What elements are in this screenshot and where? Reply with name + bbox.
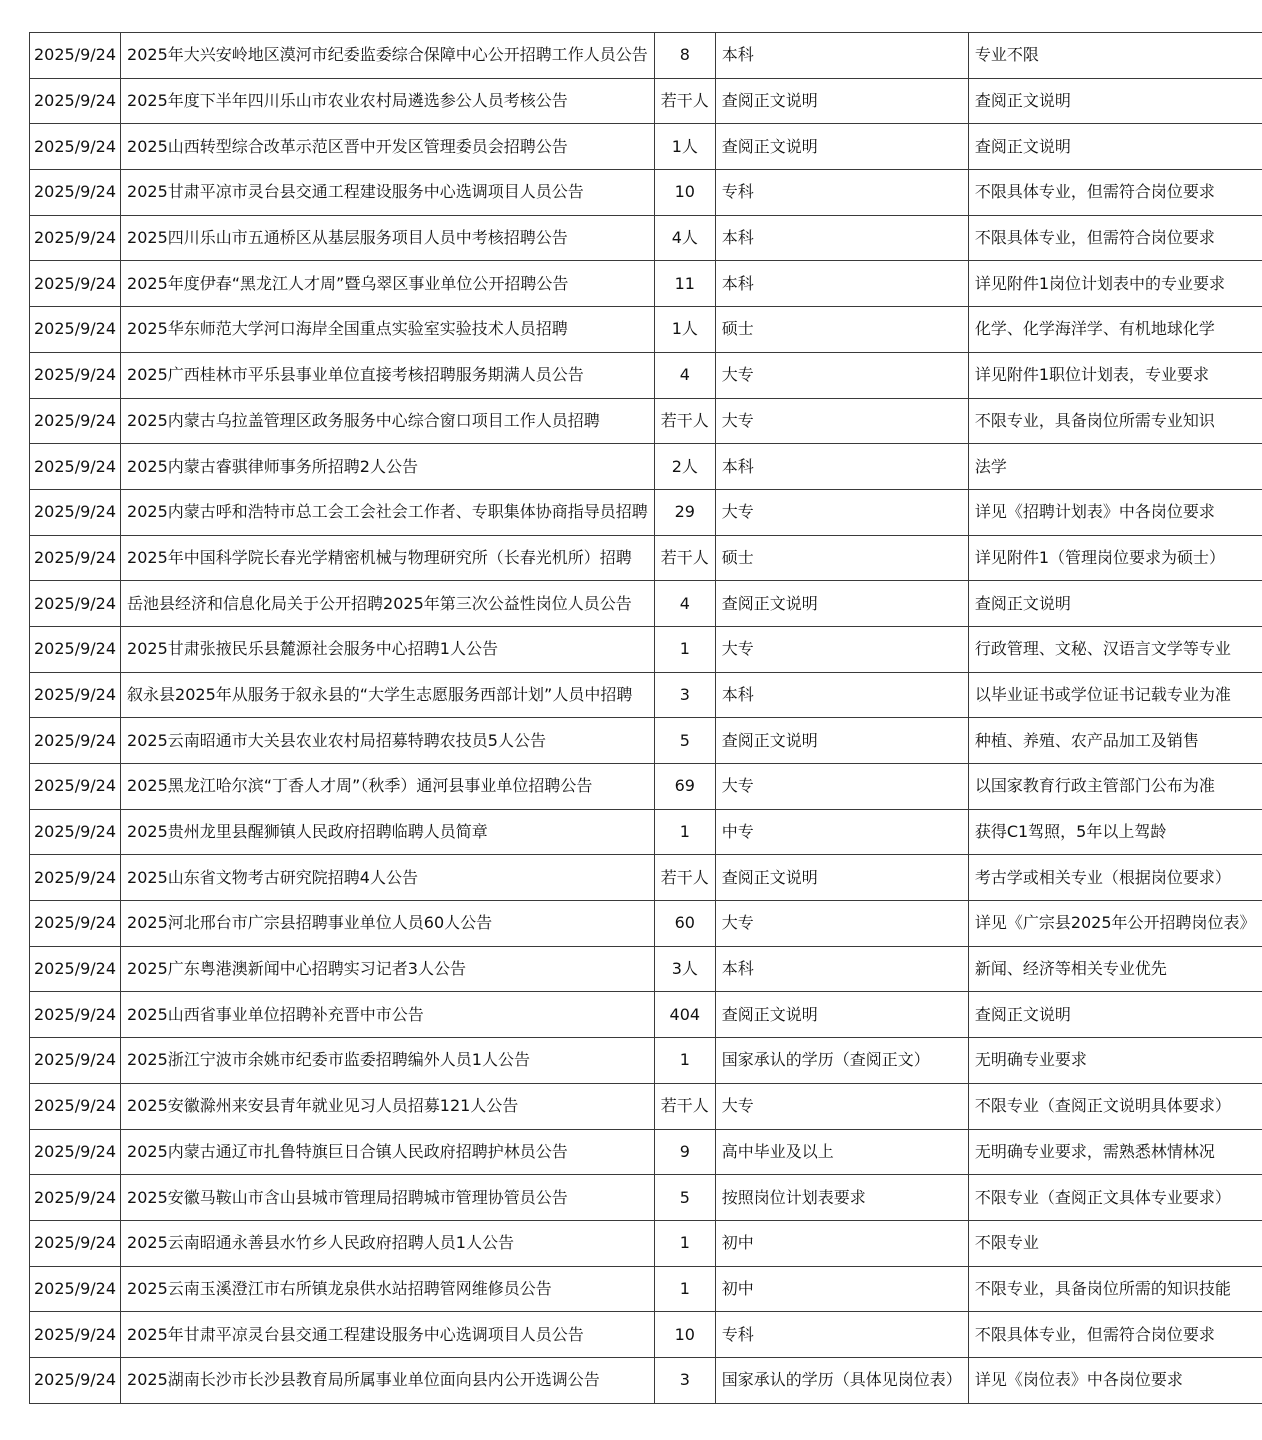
title-cell: 2025广东粤港澳新闻中心招聘实习记者3人公告 <box>121 946 655 992</box>
title-cell: 2025华东师范大学河口海岸全国重点实验室实验技术人员招聘 <box>121 307 655 353</box>
date-cell: 2025/9/24 <box>30 1083 121 1129</box>
table-body <box>30 33 1262 1404</box>
education-cell: 专科 <box>715 1312 968 1358</box>
date-cell: 2025/9/24 <box>30 444 121 490</box>
major-cell: 专业不限 <box>968 33 1261 79</box>
title-cell: 2025年甘肃平凉灵台县交通工程建设服务中心选调项目人员公告 <box>121 1312 655 1358</box>
date-cell: 2025/9/24 <box>30 1175 121 1221</box>
education-cell: 大专 <box>715 764 968 810</box>
count-cell: 3 <box>654 1357 715 1403</box>
count-cell: 若干人 <box>654 855 715 901</box>
date-cell: 2025/9/24 <box>30 78 121 124</box>
count-cell: 1 <box>654 1220 715 1266</box>
date-cell: 2025/9/24 <box>30 992 121 1038</box>
major-cell: 查阅正文说明 <box>968 992 1261 1038</box>
count-cell: 1人 <box>654 307 715 353</box>
table-row <box>30 170 1262 216</box>
education-cell: 大专 <box>715 398 968 444</box>
education-cell: 查阅正文说明 <box>715 124 968 170</box>
major-cell: 详见附件1岗位计划表中的专业要求 <box>968 261 1261 307</box>
table-row <box>30 215 1262 261</box>
date-cell: 2025/9/24 <box>30 1129 121 1175</box>
date-cell: 2025/9/24 <box>30 1357 121 1403</box>
education-cell: 大专 <box>715 352 968 398</box>
date-cell: 2025/9/24 <box>30 809 121 855</box>
date-cell: 2025/9/24 <box>30 170 121 216</box>
count-cell: 5 <box>654 1175 715 1221</box>
title-cell: 2025年度伊春“黑龙江人才周”暨乌翠区事业单位公开招聘公告 <box>121 261 655 307</box>
table-row <box>30 78 1262 124</box>
major-cell: 不限专业 <box>968 1220 1261 1266</box>
table-row <box>30 718 1262 764</box>
major-cell: 不限具体专业，但需符合岗位要求 <box>968 1312 1261 1358</box>
table-row <box>30 764 1262 810</box>
recruitment-table <box>29 32 1262 1404</box>
date-cell: 2025/9/24 <box>30 946 121 992</box>
table-row <box>30 1312 1262 1358</box>
title-cell: 2025安徽马鞍山市含山县城市管理局招聘城市管理协管员公告 <box>121 1175 655 1221</box>
education-cell: 大专 <box>715 901 968 947</box>
date-cell: 2025/9/24 <box>30 718 121 764</box>
count-cell: 404 <box>654 992 715 1038</box>
education-cell: 大专 <box>715 489 968 535</box>
table-row <box>30 352 1262 398</box>
title-cell: 2025山西省事业单位招聘补充晋中市公告 <box>121 992 655 1038</box>
table-row <box>30 1083 1262 1129</box>
table-row <box>30 1129 1262 1175</box>
major-cell: 无明确专业要求，需熟悉林情林况 <box>968 1129 1261 1175</box>
major-cell: 查阅正文说明 <box>968 78 1261 124</box>
table-row <box>30 1220 1262 1266</box>
major-cell: 查阅正文说明 <box>968 124 1261 170</box>
date-cell: 2025/9/24 <box>30 1220 121 1266</box>
count-cell: 69 <box>654 764 715 810</box>
date-cell: 2025/9/24 <box>30 33 121 79</box>
count-cell: 11 <box>654 261 715 307</box>
major-cell: 法学 <box>968 444 1261 490</box>
count-cell: 3 <box>654 672 715 718</box>
major-cell: 种植、养殖、农产品加工及销售 <box>968 718 1261 764</box>
education-cell: 初中 <box>715 1266 968 1312</box>
education-cell: 本科 <box>715 215 968 261</box>
title-cell: 2025云南玉溪澄江市右所镇龙泉供水站招聘管网维修员公告 <box>121 1266 655 1312</box>
title-cell: 2025云南昭通永善县水竹乡人民政府招聘人员1人公告 <box>121 1220 655 1266</box>
table-row <box>30 398 1262 444</box>
date-cell: 2025/9/24 <box>30 352 121 398</box>
education-cell: 中专 <box>715 809 968 855</box>
date-cell: 2025/9/24 <box>30 307 121 353</box>
table-row <box>30 626 1262 672</box>
table-row <box>30 1266 1262 1312</box>
major-cell: 行政管理、文秘、汉语言文学等专业 <box>968 626 1261 672</box>
title-cell: 2025云南昭通市大关县农业农村局招募特聘农技员5人公告 <box>121 718 655 764</box>
education-cell: 查阅正文说明 <box>715 78 968 124</box>
major-cell: 以国家教育行政主管部门公布为准 <box>968 764 1261 810</box>
major-cell: 不限专业（查阅正文说明具体要求） <box>968 1083 1261 1129</box>
date-cell: 2025/9/24 <box>30 124 121 170</box>
education-cell: 本科 <box>715 261 968 307</box>
table-row <box>30 1038 1262 1084</box>
table-row <box>30 1357 1262 1403</box>
date-cell: 2025/9/24 <box>30 764 121 810</box>
education-cell: 查阅正文说明 <box>715 581 968 627</box>
major-cell: 以毕业证书或学位证书记载专业为准 <box>968 672 1261 718</box>
count-cell: 若干人 <box>654 398 715 444</box>
count-cell: 若干人 <box>654 535 715 581</box>
table-row <box>30 261 1262 307</box>
major-cell: 详见《广宗县2025年公开招聘岗位表》 <box>968 901 1261 947</box>
title-cell: 2025山西转型综合改革示范区晋中开发区管理委员会招聘公告 <box>121 124 655 170</box>
count-cell: 若干人 <box>654 78 715 124</box>
count-cell: 10 <box>654 1312 715 1358</box>
table-row <box>30 1175 1262 1221</box>
title-cell: 2025年中国科学院长春光学精密机械与物理研究所（长春光机所）招聘 <box>121 535 655 581</box>
title-cell: 2025内蒙古呼和浩特市总工会工会社会工作者、专职集体协商指导员招聘 <box>121 489 655 535</box>
title-cell: 2025年度下半年四川乐山市农业农村局遴选参公人员考核公告 <box>121 78 655 124</box>
title-cell: 2025四川乐山市五通桥区从基层服务项目人员中考核招聘公告 <box>121 215 655 261</box>
count-cell: 若干人 <box>654 1083 715 1129</box>
count-cell: 29 <box>654 489 715 535</box>
table-row <box>30 901 1262 947</box>
table-row <box>30 992 1262 1038</box>
education-cell: 查阅正文说明 <box>715 855 968 901</box>
education-cell: 大专 <box>715 1083 968 1129</box>
table-row <box>30 535 1262 581</box>
date-cell: 2025/9/24 <box>30 261 121 307</box>
date-cell: 2025/9/24 <box>30 626 121 672</box>
major-cell: 详见《招聘计划表》中各岗位要求 <box>968 489 1261 535</box>
date-cell: 2025/9/24 <box>30 1038 121 1084</box>
education-cell: 本科 <box>715 33 968 79</box>
date-cell: 2025/9/24 <box>30 398 121 444</box>
education-cell: 本科 <box>715 444 968 490</box>
date-cell: 2025/9/24 <box>30 901 121 947</box>
count-cell: 3人 <box>654 946 715 992</box>
title-cell: 2025内蒙古通辽市扎鲁特旗巨日合镇人民政府招聘护林员公告 <box>121 1129 655 1175</box>
date-cell: 2025/9/24 <box>30 1266 121 1312</box>
table-row <box>30 946 1262 992</box>
major-cell: 不限具体专业，但需符合岗位要求 <box>968 170 1261 216</box>
major-cell: 不限专业，具备岗位所需专业知识 <box>968 398 1261 444</box>
table-row <box>30 489 1262 535</box>
major-cell: 详见附件1（管理岗位要求为硕士） <box>968 535 1261 581</box>
count-cell: 4 <box>654 352 715 398</box>
title-cell: 2025甘肃张掖民乐县麓源社会服务中心招聘1人公告 <box>121 626 655 672</box>
major-cell: 化学、化学海洋学、有机地球化学 <box>968 307 1261 353</box>
education-cell: 查阅正文说明 <box>715 718 968 764</box>
education-cell: 初中 <box>715 1220 968 1266</box>
count-cell: 1人 <box>654 124 715 170</box>
date-cell: 2025/9/24 <box>30 489 121 535</box>
table-row <box>30 124 1262 170</box>
education-cell: 国家承认的学历（具体见岗位表） <box>715 1357 968 1403</box>
title-cell: 2025贵州龙里县醒狮镇人民政府招聘临聘人员简章 <box>121 809 655 855</box>
count-cell: 1 <box>654 1038 715 1084</box>
major-cell: 获得C1驾照，5年以上驾龄 <box>968 809 1261 855</box>
title-cell: 2025山东省文物考古研究院招聘4人公告 <box>121 855 655 901</box>
major-cell: 详见附件1职位计划表，专业要求 <box>968 352 1261 398</box>
education-cell: 按照岗位计划表要求 <box>715 1175 968 1221</box>
title-cell: 2025广西桂林市平乐县事业单位直接考核招聘服务期满人员公告 <box>121 352 655 398</box>
title-cell: 2025安徽滁州来安县青年就业见习人员招募121人公告 <box>121 1083 655 1129</box>
count-cell: 4 <box>654 581 715 627</box>
count-cell: 9 <box>654 1129 715 1175</box>
date-cell: 2025/9/24 <box>30 581 121 627</box>
major-cell: 考古学或相关专业（根据岗位要求） <box>968 855 1261 901</box>
major-cell: 查阅正文说明 <box>968 581 1261 627</box>
count-cell: 4人 <box>654 215 715 261</box>
date-cell: 2025/9/24 <box>30 1312 121 1358</box>
count-cell: 5 <box>654 718 715 764</box>
table-row <box>30 855 1262 901</box>
education-cell: 本科 <box>715 672 968 718</box>
education-cell: 专科 <box>715 170 968 216</box>
title-cell: 2025甘肃平凉市灵台县交通工程建设服务中心选调项目人员公告 <box>121 170 655 216</box>
major-cell: 不限专业（查阅正文具体专业要求） <box>968 1175 1261 1221</box>
title-cell: 2025内蒙古乌拉盖管理区政务服务中心综合窗口项目工作人员招聘 <box>121 398 655 444</box>
title-cell: 2025河北邢台市广宗县招聘事业单位人员60人公告 <box>121 901 655 947</box>
major-cell: 详见《岗位表》中各岗位要求 <box>968 1357 1261 1403</box>
title-cell: 2025年大兴安岭地区漠河市纪委监委综合保障中心公开招聘工作人员公告 <box>121 33 655 79</box>
education-cell: 国家承认的学历（查阅正文） <box>715 1038 968 1084</box>
count-cell: 1 <box>654 809 715 855</box>
table-row <box>30 809 1262 855</box>
major-cell: 无明确专业要求 <box>968 1038 1261 1084</box>
education-cell: 大专 <box>715 626 968 672</box>
title-cell: 2025内蒙古睿骐律师事务所招聘2人公告 <box>121 444 655 490</box>
count-cell: 8 <box>654 33 715 79</box>
major-cell: 不限专业，具备岗位所需的知识技能 <box>968 1266 1261 1312</box>
title-cell: 2025湖南长沙市长沙县教育局所属事业单位面向县内公开选调公告 <box>121 1357 655 1403</box>
title-cell: 2025黑龙江哈尔滨“丁香人才周”（秋季）通河县事业单位招聘公告 <box>121 764 655 810</box>
table-row <box>30 672 1262 718</box>
date-cell: 2025/9/24 <box>30 535 121 581</box>
count-cell: 1 <box>654 1266 715 1312</box>
table-row <box>30 307 1262 353</box>
title-cell: 2025浙江宁波市余姚市纪委市监委招聘编外人员1人公告 <box>121 1038 655 1084</box>
table-row <box>30 33 1262 79</box>
title-cell: 叙永县2025年从服务于叙永县的“大学生志愿服务西部计划”人员中招聘 <box>121 672 655 718</box>
education-cell: 高中毕业及以上 <box>715 1129 968 1175</box>
major-cell: 不限具体专业，但需符合岗位要求 <box>968 215 1261 261</box>
date-cell: 2025/9/24 <box>30 855 121 901</box>
education-cell: 硕士 <box>715 535 968 581</box>
count-cell: 2人 <box>654 444 715 490</box>
table-row <box>30 581 1262 627</box>
count-cell: 10 <box>654 170 715 216</box>
count-cell: 60 <box>654 901 715 947</box>
education-cell: 硕士 <box>715 307 968 353</box>
education-cell: 查阅正文说明 <box>715 992 968 1038</box>
title-cell: 岳池县经济和信息化局关于公开招聘2025年第三次公益性岗位人员公告 <box>121 581 655 627</box>
table-row <box>30 444 1262 490</box>
date-cell: 2025/9/24 <box>30 672 121 718</box>
education-cell: 本科 <box>715 946 968 992</box>
date-cell: 2025/9/24 <box>30 215 121 261</box>
count-cell: 1 <box>654 626 715 672</box>
major-cell: 新闻、经济等相关专业优先 <box>968 946 1261 992</box>
